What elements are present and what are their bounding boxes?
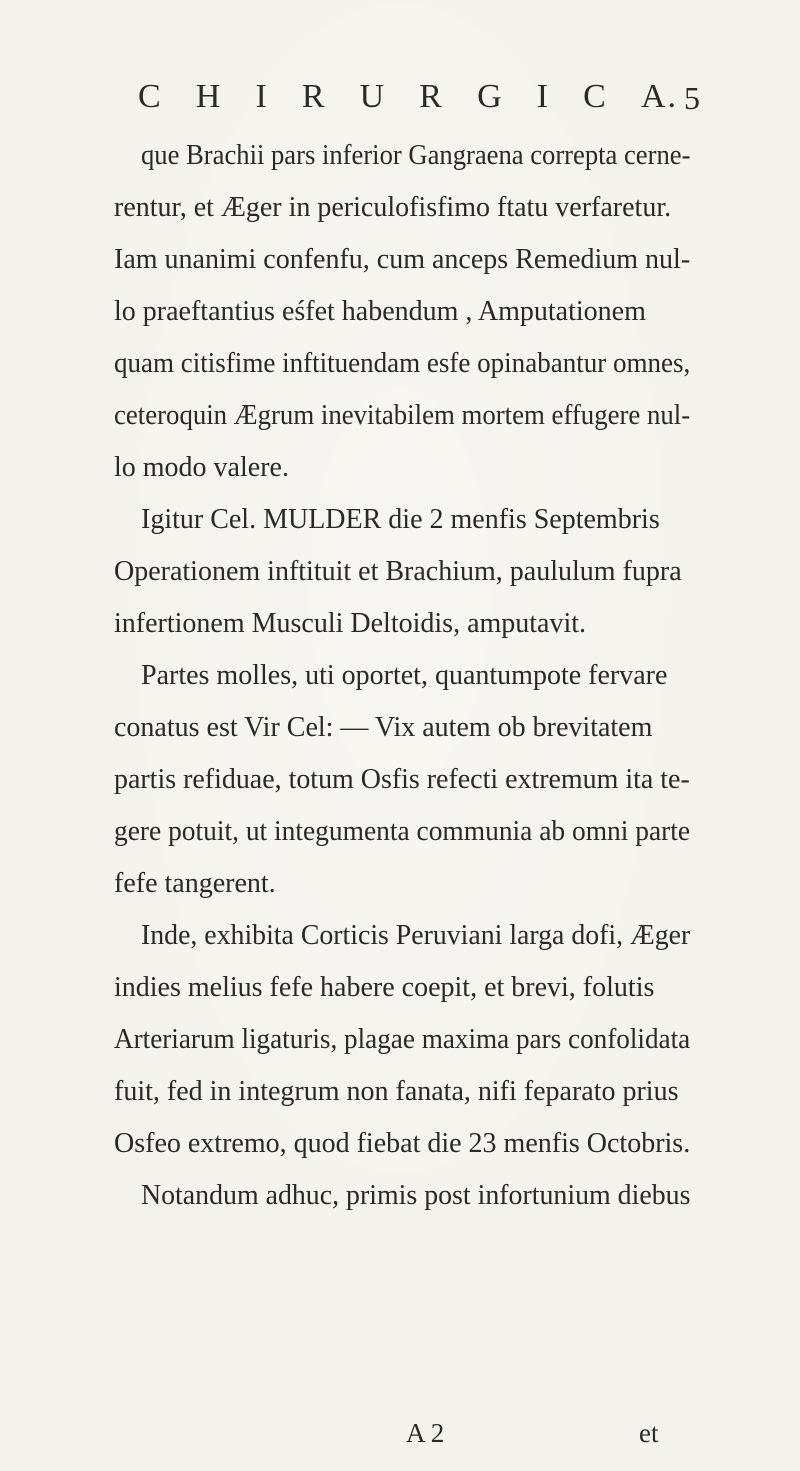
text-line: infertionem Musculi Deltoidis, amputavit. (114, 608, 587, 639)
text-line: Operationem inftituit et Brachium, paululum fupra (114, 556, 682, 587)
header-letter: I (536, 78, 551, 115)
text-line: Osfeo extremo, quod fiebat die 23 menfis Octobris. (114, 1128, 691, 1159)
signature-mark: A 2 (406, 1418, 445, 1448)
header-letter: I (255, 78, 269, 115)
text-line: gere potuit, ut integumenta communia ab omni parte (114, 816, 691, 847)
text-line: partis refiduae, totum Osfis refecti extremum ita te- (114, 764, 690, 795)
text-line: quam citisfime inftituendam esfe opinabantur omnes, (114, 348, 691, 379)
text-line: lo praeftantius eśfet habendum , Amputationem (114, 296, 646, 327)
text-line: fuit, fed in integrum non fanata, nifi feparato prius (114, 1076, 679, 1107)
header-letter: H (195, 78, 223, 115)
text-line: Igitur Cel. MULDER die 2 menfis Septembris (141, 504, 660, 535)
header-letter: R (301, 78, 327, 115)
text-line: rentur, et Æger in periculofisfimo ftatu verfaretur. (114, 192, 672, 223)
text-line: Inde, exhibita Corticis Peruviani larga dofi, Æger (141, 920, 691, 951)
header-letter: R (419, 78, 444, 115)
text-line: lo modo valere. (114, 452, 289, 483)
text-line: Arteriarum ligaturis, plagae maxima pars confolidata (114, 1024, 691, 1055)
catchword: et (639, 1418, 659, 1448)
header-letter: C (583, 78, 608, 115)
header-letter: U (359, 78, 387, 115)
text-line: Partes molles, uti oportet, quantumpote fervare (141, 660, 668, 691)
text-line: ceteroquin Ægrum inevitabilem mortem effugere nul- (114, 400, 691, 431)
running-head (138, 78, 700, 122)
text-line: fefe tangerent. (114, 868, 276, 899)
page-number: 5 (684, 80, 700, 116)
header-letter: G (477, 78, 504, 115)
text-line: Notandum adhuc, primis post infortunium diebus (141, 1180, 691, 1211)
header-letter: C (138, 78, 163, 115)
text-line: que Brachii pars inferior Gangraena correpta cerne- (141, 140, 691, 171)
text-line: indies melius fefe habere coepit, et brevi, folutis (114, 972, 655, 1003)
header-letter: A. (640, 78, 678, 115)
text-line: conatus est Vir Cel: — Vix autem ob brevitatem (114, 712, 653, 743)
text-line: Iam unanimi confenfu, cum anceps Remedium nul- (114, 244, 691, 275)
